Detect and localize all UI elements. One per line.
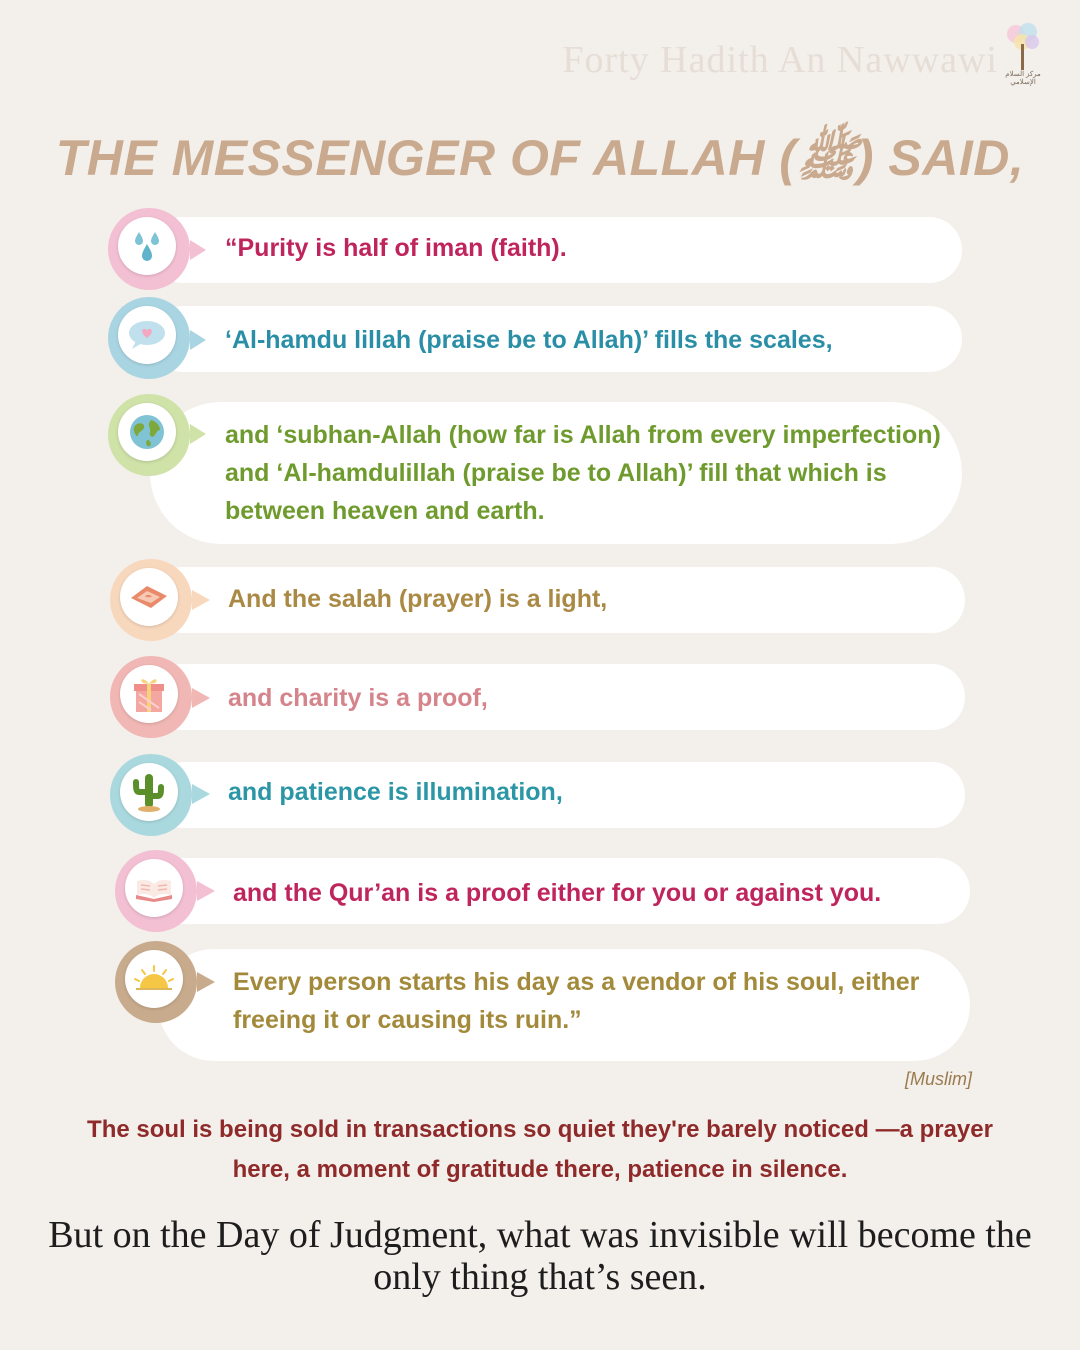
hadith-text: “Purity is half of iman (faith). [225,234,567,262]
icon-badge [110,754,192,836]
gift-icon [131,674,167,714]
reflection-note: The soul is being sold in transactions so quiet they're barely noticed —a prayer here, a moment of gratitude there, patience in silence. [87,1116,993,1183]
icon-badge [115,850,197,932]
hadith-text: Every person starts his day as a vendor of his soul, either freeing it or causing its ruin.” [233,968,920,1034]
icon-badge [115,941,197,1023]
globe-icon [127,412,167,452]
pointer [197,972,215,992]
pointer [192,784,210,804]
page-title: THE MESSENGER OF ALLAH (ﷺ) SAID, [55,130,1025,186]
icon-badge [108,394,190,476]
logo-text: مركز السلام الإسلامي [1005,71,1041,86]
closing-statement: But on the Day of Judgment, what was invisible will become the only thing that’s seen. [48,1214,1032,1298]
pointer [192,590,210,610]
hadith-text: and ‘subhan-Allah (how far is Allah from every imperfection) and ‘Al-hamdulillah (praise be to Allah)’ fill that which is between heaven and earth. [225,421,941,525]
pointer [190,330,206,350]
water-drops-icon [127,226,167,266]
sunrise-icon [132,962,176,996]
cactus-icon [131,770,167,814]
icon-badge [108,208,190,290]
hadith-text: and the Qur’an is a proof either for you or against you. [233,879,882,907]
open-book-icon [132,873,176,903]
hadith-text: ‘Al-hamdu lillah (praise be to Allah)’ fills the scales, [225,326,833,354]
pointer [190,424,206,444]
prayer-mat-icon [127,582,171,612]
speech-bubble-heart-icon [126,317,168,353]
icon-badge [110,559,192,641]
hadith-text: and patience is illumination, [228,778,563,806]
hadith-text: And the salah (prayer) is a light, [228,585,608,613]
hadith-text: and charity is a proof, [228,684,488,712]
icon-badge [108,297,190,379]
source-citation: [Muslim] [905,1069,972,1089]
pointer [192,688,210,708]
pointer [190,240,206,260]
icon-badge [110,656,192,738]
series-title: Forty Hadith An Nawwawi [562,39,998,81]
pointer [197,881,215,901]
